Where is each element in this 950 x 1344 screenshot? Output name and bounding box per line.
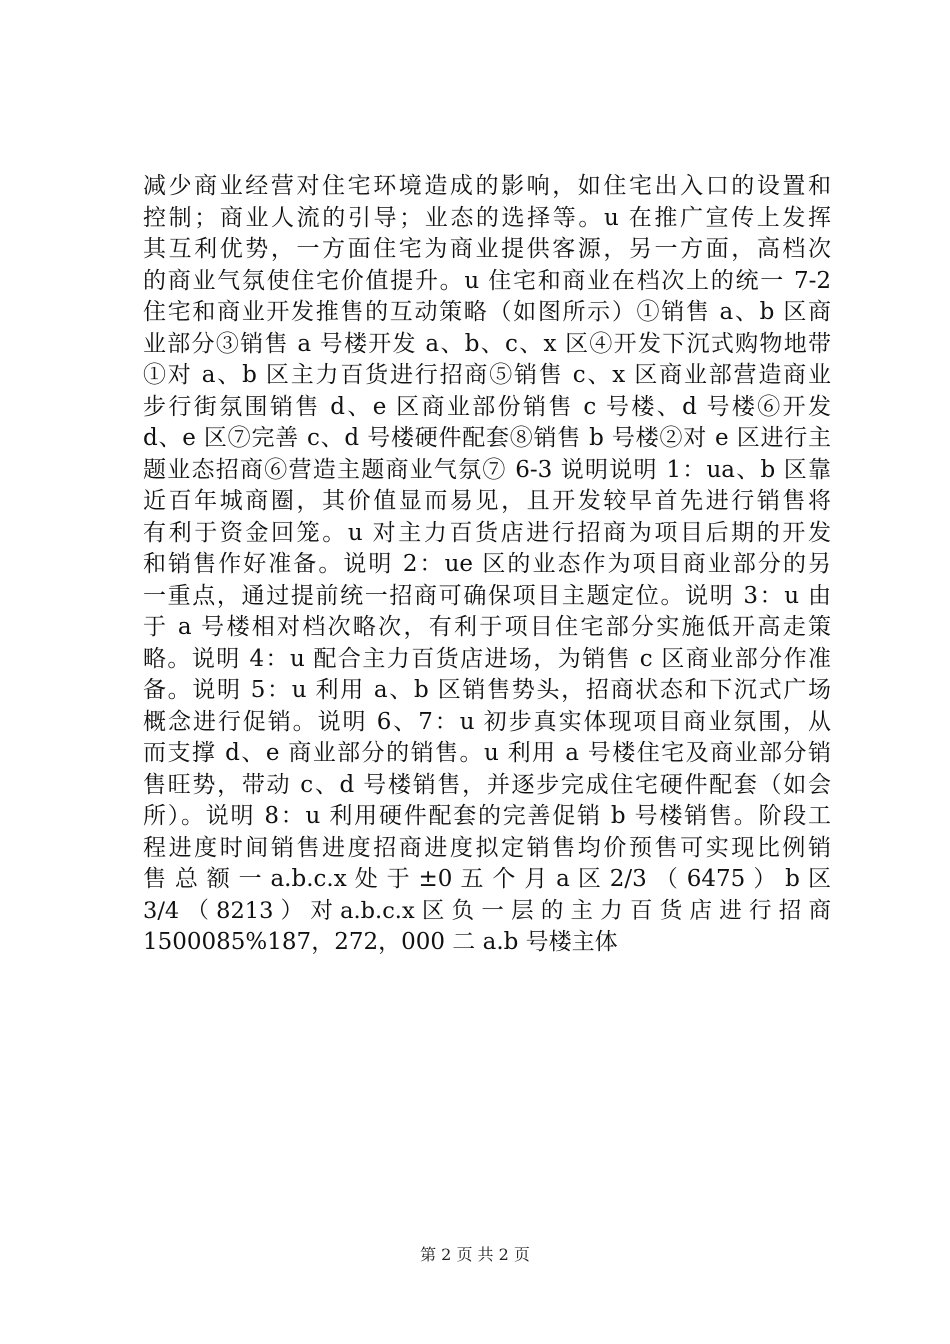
text-line-17: 备。说明 5：u 利用 a、b 区销售势头，招商状态和下沉式广场 bbox=[143, 677, 831, 703]
text-line-22: 程进度时间销售进度招商进度拟定销售均价预售可实现比例销 bbox=[143, 834, 831, 861]
text-line-2: 控制；商业人流的引导；业态的选择等。u 在推广宣传上发挥 bbox=[143, 204, 831, 231]
text-line-10: 题业态招商⑥营造主题商业气氛⑦ 6-3 说明说明 1：ua、b 区靠 bbox=[143, 456, 831, 483]
text-line-16: 略。说明 4：u 配合主力百货店进场，为销售 c 区商业部分作准 bbox=[143, 645, 831, 672]
body-text bbox=[143, 171, 831, 959]
page-footer bbox=[0, 1245, 950, 1265]
text-line-18: 概念进行促销。说明 6、7：u 初步真实体现项目商业氛围，从 bbox=[143, 708, 831, 735]
text-line-15: 于 a 号楼相对档次略次，有利于项目住宅部分实施低开高走策 bbox=[143, 614, 831, 640]
text-line-23: 售 总 额 一 a.b.c.x 处 于 ±0 五 个 月 a 区 2/3 （ 6475 ） b 区 bbox=[143, 866, 831, 892]
text-line-21: 所）。说明 8：u 利用硬件配套的完善促销 b 号楼销售。阶段工 bbox=[143, 803, 831, 829]
text-line-1: 减少商业经营对住宅环境造成的影响，如住宅出入口的设置和 bbox=[143, 173, 831, 199]
text-line-11: 近百年城商圈，其价值显而易见，且开发较早首先进行销售将 bbox=[143, 488, 831, 514]
text-line-13: 和销售作好准备。说明 2：ue 区的业态作为项目商业部分的另 bbox=[143, 551, 831, 577]
text-line-8: 步行街氛围销售 d、e 区商业部份销售 c 号楼、d 号楼⑥开发 bbox=[143, 393, 831, 420]
page-number-label: 第 2 页 共 2 页 bbox=[420, 1245, 530, 1264]
text-line-12: 有利于资金回笼。u 对主力百货店进行招商为项目后期的开发 bbox=[143, 519, 831, 546]
text-line-25: 1500085%187，272，000 二 a.b 号楼主体 bbox=[143, 929, 618, 955]
text-line-20: 售旺势，带动 c、d 号楼销售，并逐步完成住宅硬件配套（如会 bbox=[143, 771, 831, 798]
text-line-9: d、e 区⑦完善 c、d 号楼硬件配套⑧销售 b 号楼②对 e 区进行主 bbox=[143, 425, 831, 451]
text-line-3: 其互利优势，一方面住宅为商业提供客源，另一方面，高档次 bbox=[143, 236, 831, 262]
text-line-19: 而支撑 d、e 商业部分的销售。u 利用 a 号楼住宅及商业部分销 bbox=[143, 740, 831, 766]
text-line-6: 业部分③销售 a 号楼开发 a、b、c、x 区④开发下沉式购物地带 bbox=[143, 330, 831, 357]
text-line-14: 一重点，通过提前统一招商可确保项目主题定位。说明 3：u 由 bbox=[143, 582, 831, 609]
text-line-24: 3/4 （ 8213 ） 对 a.b.c.x 区 负 一 层 的 主 力 百 货 店 进 行 招 商 bbox=[143, 897, 831, 924]
text-line-7: ①对 a、b 区主力百货进行招商⑤销售 c、x 区商业部营造商业 bbox=[143, 362, 831, 388]
text-line-4: 的商业气氛使住宅价值提升。u 住宅和商业在档次上的统一 7-2 bbox=[143, 267, 831, 294]
text-line-5: 住宅和商业开发推售的互动策略（如图所示）①销售 a、b 区商 bbox=[143, 299, 831, 325]
